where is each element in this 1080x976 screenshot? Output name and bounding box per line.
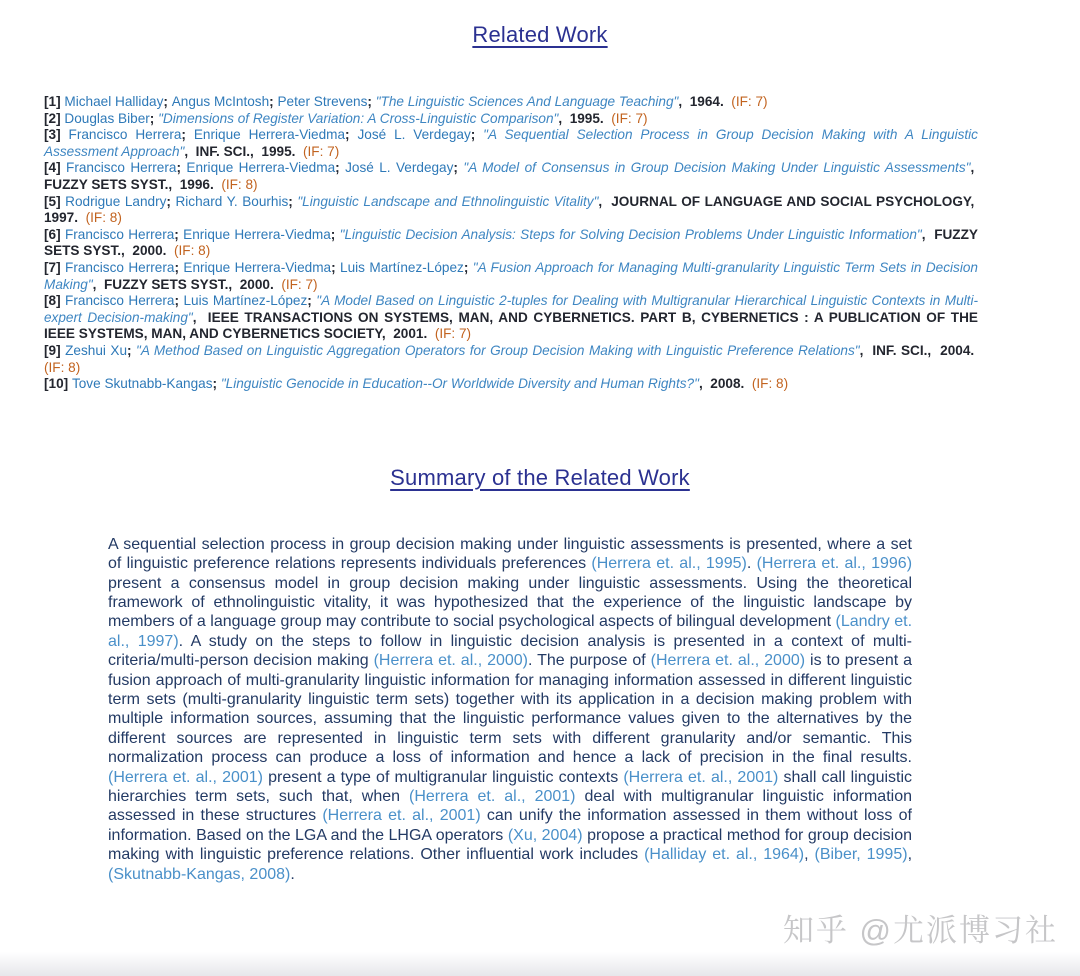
summary-text: can unify the information assessed in them without loss of information. Based on the LGA and the LHGA operators [108, 807, 912, 844]
summary-text: A sequential selection process in group decision making under linguistic assessments is presented, where a set of linguistic preference relations represents individuals preferences [108, 535, 912, 573]
separator: , [92, 276, 104, 292]
separator: ; [176, 160, 187, 176]
author-link[interactable]: Enrique Herrera-Viedma [186, 160, 336, 176]
separator: ; [335, 160, 346, 176]
author-link[interactable]: Luis Martínez-López [340, 259, 464, 275]
separator: ; [345, 127, 358, 143]
summary-text: . A study on the steps to follow in linguistic decision analysis is presented in a context of multi-criteria/multi-person decision making [108, 632, 912, 670]
summary-heading: Summary of the Related Work [390, 464, 690, 490]
author-link[interactable]: José L. Verdegay [345, 160, 454, 176]
impact-factor: (IF: 7) [281, 276, 318, 292]
citation-link[interactable]: (Herrera et. al., 2000) [650, 652, 806, 670]
separator: , [192, 309, 208, 325]
author-link[interactable]: Francisco Herrera [68, 127, 182, 143]
author-link[interactable]: Peter Strevens [277, 94, 368, 109]
separator [295, 144, 303, 159]
citation-link[interactable]: (Halliday et. al., 1964) [644, 846, 805, 864]
impact-factor: (IF: 7) [303, 143, 340, 159]
separator: ; [163, 94, 172, 109]
separator: ; [174, 293, 184, 309]
impact-factor: (IF: 8) [44, 359, 81, 375]
paper-title-link[interactable]: "Linguistic Decision Analysis: Steps for Solving Decision Problems Under Linguistic Information" [339, 226, 922, 242]
reference-number: [10] [44, 376, 72, 392]
summary-text: shall call linguistic hierarchies term sets, such that, when [108, 768, 913, 805]
reference-item [44, 343, 978, 376]
citation-link[interactable]: (Herrera et. al., 2001) [108, 768, 264, 786]
summary-text: is to present a fusion approach of multi-granularity linguistic information for managing information assessed in different linguistic term sets (multi-granularity linguistic term sets) together with its application in a decision making problem with multiple information sources, assuming that the linguistic performance values given to the alternatives by the different sources are represented in linguistic term sets with different granularity and/or semantic. This normalization process can produce a loss of information and hence a lack of precision in the final results. [108, 652, 913, 767]
year-text: 1995. [569, 110, 604, 126]
separator [974, 343, 978, 358]
separator: ; [166, 193, 176, 209]
separator [232, 277, 240, 292]
separator [427, 326, 435, 341]
paper-title-link[interactable]: "A Method Based on Linguistic Aggregation Operators for Group Decision Making with Linguistic Preference Relations" [136, 342, 860, 358]
separator: ; [269, 94, 278, 109]
summary-text: . The purpose of [528, 652, 651, 670]
author-link[interactable]: Enrique Herrera-Viedma [183, 226, 331, 242]
separator: ; [174, 226, 184, 242]
reference-number: [6] [44, 226, 65, 242]
paper-title-link[interactable]: "A Sequential Selection Process in Group Decision Making with A Linguistic Assessment Approach" [44, 127, 978, 159]
author-link[interactable]: Luis Martínez-López [183, 293, 308, 309]
reference-number: [4] [44, 160, 67, 176]
separator: ; [181, 127, 194, 143]
author-link[interactable]: Rodrigue Landry [65, 193, 167, 209]
citation-link[interactable]: (Herrera et. al., 2001) [322, 807, 481, 825]
reference-item [44, 227, 978, 260]
separator [931, 343, 940, 358]
separator: , [184, 143, 196, 159]
reference-number: [8] [44, 293, 66, 309]
separator [166, 243, 174, 258]
citation-link[interactable]: (Herrera et. al., 2000) [373, 652, 529, 670]
separator: , [598, 193, 612, 209]
summary-paragraph [108, 535, 912, 884]
paper-title-link[interactable]: "A Model of Consensus in Group Decision Making Under Linguistic Assessments" [463, 160, 971, 176]
separator: ; [212, 376, 221, 392]
author-link[interactable]: Angus McIntosh [171, 94, 270, 109]
citation-link[interactable]: (Landry et. al., 1997) [108, 613, 913, 650]
citation-link[interactable]: (Herrera et. al., 1995) [591, 555, 747, 573]
year-text: 2000. [239, 276, 274, 292]
citation-link[interactable]: (Herrera et. al., 1996) [756, 555, 913, 573]
summary-text: propose a practical method for group decision making with linguistic preference relations. Other influential work includes [108, 826, 913, 864]
references-list [44, 94, 978, 393]
reference-item [44, 194, 978, 227]
separator: ; [470, 127, 484, 143]
reference-number: [7] [44, 259, 66, 275]
separator [172, 177, 180, 192]
watermark: 知乎 @尤派博习社 [782, 913, 1058, 948]
separator: ; [127, 342, 137, 358]
year-text: 2001. [393, 326, 428, 342]
author-link[interactable]: Francisco Herrera [66, 160, 177, 176]
venue-text: FUZZY SETS SYST., [104, 276, 233, 292]
separator [78, 210, 86, 225]
summary-text: present a consensus model in group decision making under linguistic assessments. Using the theoretical framework of ethnolinguistic vitality, it was hypothesized that the experience of the linguistic landscape by members of a language group may contribute to social psychological aspects of bilingual development [108, 574, 912, 631]
year-text: 1964. [689, 94, 724, 109]
author-link[interactable]: Francisco Herrera [64, 226, 175, 242]
reference-item [44, 260, 978, 293]
reference-number: [5] [44, 193, 66, 209]
author-link[interactable]: Francisco Herrera [65, 259, 175, 275]
separator: ; [463, 259, 473, 275]
venue-text: JOURNAL OF LANGUAGE AND SOCIAL PSYCHOLOGY, [611, 193, 975, 209]
separator: ; [288, 193, 298, 209]
impact-factor: (IF: 8) [174, 243, 211, 259]
separator: ; [367, 94, 376, 109]
reference-item [44, 293, 978, 343]
author-link[interactable]: Zeshui Xu [65, 342, 128, 358]
related-work-heading: Related Work [472, 22, 608, 47]
year-text: 1997. [44, 210, 79, 226]
separator [974, 194, 978, 209]
author-link[interactable]: Enrique Herrera-Viedma [183, 259, 332, 275]
impact-factor: (IF: 8) [85, 210, 122, 226]
separator: ; [149, 110, 159, 126]
summary-text: present a type of multigranular linguistic contexts [263, 768, 624, 786]
summary-text: deal with multigranular linguistic information assessed in these structures [108, 787, 912, 825]
separator: ; [330, 226, 340, 242]
reference-item [44, 94, 978, 111]
summary-text: . [290, 865, 295, 883]
summary-text: . [746, 555, 757, 573]
author-link[interactable]: Tove Skutnabb-Kangas [71, 376, 213, 392]
separator: , [921, 226, 935, 242]
paper-title-link[interactable]: "A Model Based on Linguistic 2-tuples for Dealing with Multigranular Hierarchical Linguistic Contexts in Multi-expert Decision-making" [44, 293, 979, 325]
separator: , [558, 110, 570, 126]
reference-number: [2] [44, 110, 65, 126]
author-link[interactable]: José L. Verdegay [357, 127, 471, 143]
year-text: 2004. [940, 342, 975, 358]
reference-number: [1] [44, 94, 65, 109]
separator: , [698, 376, 711, 392]
paper-title-link[interactable]: "The Linguistic Sciences And Language Teaching" [375, 94, 679, 109]
venue-text: IEEE TRANSACTIONS ON SYSTEMS, MAN, AND CYBERNETICS. PART B, CYBERNETICS : A PUBLICATION OF THE IEEE SYSTEMS, MAN, AND CYBERNETICS SOCIETY, [44, 309, 978, 342]
separator: , [970, 160, 979, 176]
reference-item [44, 127, 978, 160]
venue-text: INF. SCI., [195, 143, 254, 159]
year-text: 2008. [710, 376, 745, 392]
year-text: 1996. [179, 176, 214, 192]
citation-link[interactable]: (Herrera et. al., 2001) [623, 768, 779, 786]
bottom-gradient [0, 952, 1080, 976]
separator [744, 376, 752, 391]
reference-item [44, 160, 978, 193]
separator: , [859, 342, 873, 358]
year-text: 1995. [261, 143, 296, 159]
citation-link[interactable]: (Skutnabb-Kangas, 2008) [108, 865, 291, 883]
paper-title-link[interactable]: "A Fusion Approach for Managing Multi-granularity Linguistic Term Sets in Decision Making" [44, 259, 978, 292]
separator: , [678, 94, 690, 109]
summary-text: , [804, 846, 815, 864]
separator: ; [174, 259, 184, 275]
citation-link[interactable]: (Biber, 1995) [814, 846, 908, 864]
impact-factor: (IF: 7) [434, 326, 472, 342]
impact-factor: (IF: 7) [731, 94, 768, 109]
reference-item [44, 111, 978, 128]
citation-link[interactable]: (Herrera et. al., 2001) [409, 787, 576, 805]
author-link[interactable]: Richard Y. Bourhis [175, 193, 289, 209]
separator: ; [453, 160, 464, 176]
reference-number: [3] [44, 127, 69, 143]
reference-item [44, 376, 978, 393]
separator: ; [331, 259, 341, 275]
summary-text: , [907, 846, 913, 864]
paper-title-link[interactable]: "Linguistic Genocide in Education--Or Worldwide Diversity and Human Rights?" [220, 376, 699, 392]
impact-factor: (IF: 8) [221, 176, 258, 192]
separator: ; [307, 293, 317, 309]
year-text: 2000. [132, 243, 167, 259]
paper-title-link[interactable]: "Dimensions of Register Variation: A Cross-Linguistic Comparison" [158, 110, 559, 126]
citation-link[interactable]: (Xu, 2004) [507, 826, 583, 844]
impact-factor: (IF: 8) [751, 376, 789, 392]
author-link[interactable]: Michael Halliday [64, 94, 164, 109]
author-link[interactable]: Douglas Biber [64, 110, 150, 126]
author-link[interactable]: Francisco Herrera [65, 293, 175, 309]
venue-text: INF. SCI., [872, 342, 932, 358]
impact-factor: (IF: 7) [611, 110, 648, 126]
venue-text: FUZZY SETS SYST., [44, 176, 173, 192]
author-link[interactable]: Enrique Herrera-Viedma [193, 127, 346, 143]
reference-number: [9] [44, 342, 66, 358]
venue-text: FUZZY SETS SYST., [44, 226, 978, 259]
paper-title-link[interactable]: "Linguistic Landscape and Ethnolinguistic Vitality" [297, 193, 599, 209]
